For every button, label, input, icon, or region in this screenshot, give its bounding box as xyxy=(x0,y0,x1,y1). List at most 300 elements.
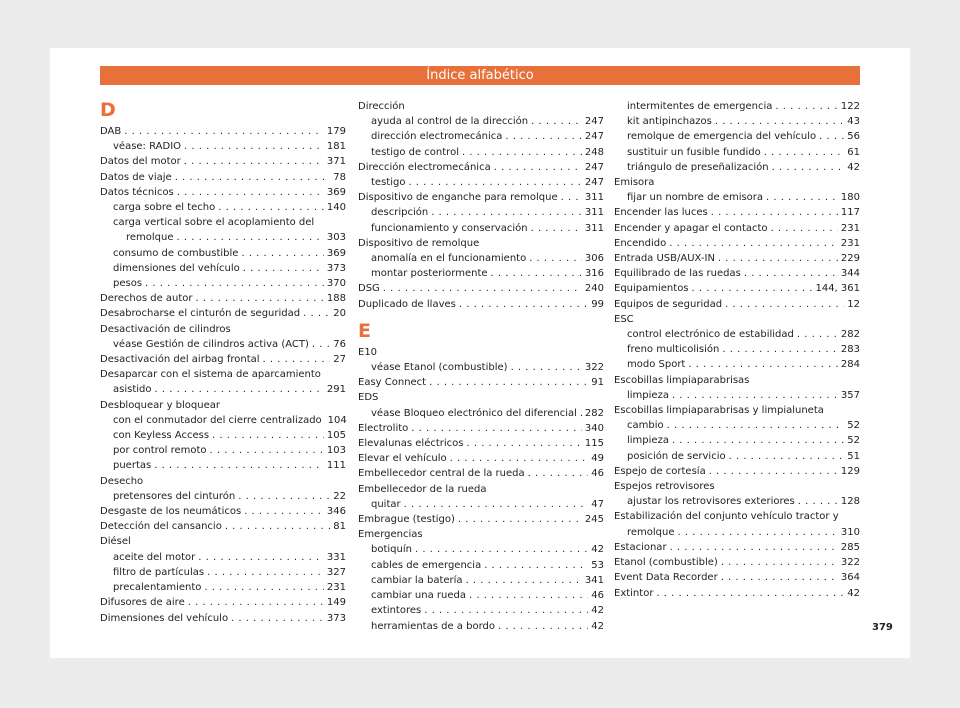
dot-leader xyxy=(715,114,844,129)
entry-page: 284 xyxy=(840,359,860,371)
index-entry xyxy=(358,375,604,390)
index-heading: Diésel xyxy=(100,536,131,548)
index-entry xyxy=(100,261,346,276)
dot-leader xyxy=(531,221,582,236)
index-entry xyxy=(100,413,346,428)
index-entry xyxy=(358,588,604,603)
dot-leader xyxy=(154,458,324,473)
entry-page: 231 xyxy=(840,237,860,249)
entry-term: Equipamientos xyxy=(614,283,689,295)
index-entry xyxy=(358,573,604,588)
dot-leader xyxy=(415,542,588,557)
index-entry xyxy=(100,580,346,595)
index-entry xyxy=(614,586,860,601)
entry-term: Equilibrado de las ruedas xyxy=(614,268,741,280)
index-entry xyxy=(100,382,346,397)
index-entry xyxy=(358,145,604,160)
dot-leader xyxy=(404,497,589,512)
entry-page: 91 xyxy=(591,377,604,389)
dot-leader xyxy=(670,540,838,555)
page-title: Índice alfabético xyxy=(100,66,860,85)
dot-leader xyxy=(204,580,324,595)
dot-leader xyxy=(711,205,838,220)
dot-leader xyxy=(466,436,581,451)
index-column-3 xyxy=(614,99,860,601)
dot-leader xyxy=(218,200,324,215)
dot-leader xyxy=(656,586,844,601)
entry-page: 122 xyxy=(840,101,860,112)
index-heading: Espejos retrovisores xyxy=(614,481,715,493)
entry-page: 144, 361 xyxy=(815,283,860,295)
index-entry xyxy=(614,357,860,372)
entry-page: 340 xyxy=(584,422,604,434)
dot-leader xyxy=(210,443,324,458)
entry-term: Encender y apagar el contacto xyxy=(614,222,768,234)
entry-term: con Keyless Access xyxy=(113,430,210,442)
entry-term: remolque xyxy=(627,526,675,538)
entry-term: precalentamiento xyxy=(113,582,202,594)
entry-term: quitar xyxy=(371,498,401,510)
entry-term: Encendido xyxy=(614,237,667,249)
index-entry xyxy=(358,466,604,481)
entry-term: puertas xyxy=(113,460,152,472)
entry-term: ajustar los retrovisores exteriores xyxy=(627,496,795,508)
entry-page: 42 xyxy=(847,587,860,599)
entry-term: cambio xyxy=(627,420,664,432)
entry-term: Easy Connect xyxy=(358,377,427,389)
entry-term: dirección electromecánica xyxy=(371,131,503,143)
entry-term: testigo xyxy=(371,177,406,189)
index-heading: Escobillas limpiaparabrisas y limpialuneta xyxy=(614,405,824,417)
entry-term: intermitentes de emergencia xyxy=(627,101,773,112)
entry-term: véase Etanol (combustible) xyxy=(371,362,508,374)
index-entry xyxy=(614,570,860,585)
entry-page: 46 xyxy=(591,590,604,602)
entry-term: pretensores del cinturón xyxy=(113,490,236,502)
index-entry xyxy=(614,342,860,357)
dot-leader xyxy=(722,342,838,357)
entry-term: Desactivación del airbag frontal xyxy=(100,354,260,366)
entry-term: triángulo de preseñalización xyxy=(627,161,769,173)
entry-term: Extintor xyxy=(614,587,654,599)
page-number: 379 xyxy=(872,622,893,633)
entry-term: Datos de viaje xyxy=(100,171,172,183)
entry-page: 306 xyxy=(584,253,604,265)
entry-term: montar posteriormente xyxy=(371,268,488,280)
index-heading: Dirección xyxy=(358,101,405,112)
index-heading: Desecho xyxy=(100,475,144,487)
entry-term: anomalía en el funcionamiento xyxy=(371,253,527,265)
index-entry xyxy=(100,337,346,352)
entry-page: 51 xyxy=(847,450,860,462)
dot-leader xyxy=(744,266,838,281)
entry-term: limpieza xyxy=(627,389,669,401)
entry-term: Desgaste de los neumáticos xyxy=(100,506,242,518)
entry-term: Entrada USB/AUX-IN xyxy=(614,253,715,265)
index-heading: ESC xyxy=(614,313,634,325)
dot-leader xyxy=(184,154,324,169)
entry-term: Electrolito xyxy=(358,422,409,434)
entry-page: 282 xyxy=(840,329,860,341)
index-entry xyxy=(100,185,346,200)
entry-page: 373 xyxy=(326,262,346,274)
dot-leader xyxy=(188,595,324,610)
dot-leader xyxy=(263,352,331,367)
dot-leader xyxy=(198,550,324,565)
index-entry xyxy=(614,418,860,433)
entry-page: 105 xyxy=(326,430,346,442)
index-entry xyxy=(100,139,346,154)
dot-leader xyxy=(469,588,588,603)
entry-page: 283 xyxy=(840,344,860,356)
entry-page: 364 xyxy=(840,572,860,584)
entry-page: 322 xyxy=(840,557,860,569)
dot-leader xyxy=(177,230,324,245)
entry-page: 53 xyxy=(591,559,604,571)
entry-page: 46 xyxy=(591,468,604,480)
index-heading: EDS xyxy=(358,392,379,404)
index-entry xyxy=(100,550,346,565)
dot-leader xyxy=(692,281,813,296)
index-heading: Estabilización del conjunto vehículo tractor y xyxy=(614,511,839,523)
index-entry xyxy=(614,327,860,342)
dot-leader xyxy=(511,360,582,375)
index-entry xyxy=(358,221,604,236)
dot-leader xyxy=(424,603,588,618)
dot-leader xyxy=(771,221,838,236)
entry-term: consumo de combustible xyxy=(113,247,239,259)
index-entry xyxy=(614,540,860,555)
entry-page: 42 xyxy=(591,605,604,617)
dot-leader xyxy=(466,573,582,588)
index-entry xyxy=(358,558,604,573)
entry-page: 231 xyxy=(840,222,860,234)
entry-term: Espejo de cortesía xyxy=(614,465,706,477)
dot-leader xyxy=(718,251,838,266)
index-entry xyxy=(358,436,604,451)
index-entry xyxy=(614,433,860,448)
index-column-2 xyxy=(358,99,604,634)
dot-leader xyxy=(155,382,324,397)
entry-term: ayuda al control de la dirección xyxy=(371,116,529,128)
dot-leader xyxy=(797,327,838,342)
entry-term: dimensiones del vehículo xyxy=(113,262,240,274)
entry-term: asistido xyxy=(113,384,152,396)
dot-leader xyxy=(462,145,582,160)
entry-term: Etanol (combustible) xyxy=(614,557,718,569)
dot-leader xyxy=(212,428,324,443)
entry-term: pesos xyxy=(113,278,143,290)
dot-leader xyxy=(561,190,582,205)
entry-term: Embrague (testigo) xyxy=(358,514,455,526)
dot-leader xyxy=(450,451,589,466)
entry-page: 52 xyxy=(847,435,860,447)
index-heading: Embellecedor de la rueda xyxy=(358,483,487,495)
entry-page: 128 xyxy=(840,496,860,508)
entry-page: 285 xyxy=(840,541,860,553)
entry-page: 247 xyxy=(584,177,604,189)
entry-term: extintores xyxy=(371,605,422,617)
index-heading: carga vertical sobre el acoplamiento del xyxy=(113,217,315,229)
dot-leader xyxy=(505,129,582,144)
entry-page: 12 xyxy=(847,298,860,310)
entry-term: véase: RADIO xyxy=(113,141,182,153)
index-entry xyxy=(358,251,604,266)
index-entry xyxy=(100,352,346,367)
entry-term: limpieza xyxy=(627,435,669,447)
index-entry xyxy=(100,124,346,139)
dot-leader xyxy=(411,421,582,436)
index-heading: Emisora xyxy=(614,177,655,189)
entry-page: 20 xyxy=(333,308,346,320)
entry-page: 229 xyxy=(840,253,860,265)
entry-page: 140 xyxy=(326,202,346,214)
index-entry xyxy=(100,611,346,626)
dot-leader xyxy=(528,466,589,481)
index-entry xyxy=(614,464,860,479)
entry-page: 311 xyxy=(584,207,604,219)
entry-term: por control remoto xyxy=(113,445,207,457)
index-entry xyxy=(358,406,604,421)
index-entry xyxy=(614,555,860,570)
index-entry xyxy=(358,497,604,512)
entry-page: 43 xyxy=(847,116,860,128)
entry-page: 104 xyxy=(327,414,347,426)
index-entry xyxy=(614,205,860,220)
entry-term: cambiar una rueda xyxy=(371,590,466,602)
index-entry xyxy=(614,388,860,403)
index-entry xyxy=(614,160,860,175)
dot-leader xyxy=(431,205,582,220)
entry-page: 78 xyxy=(333,171,346,183)
dot-leader xyxy=(124,124,324,139)
dot-leader xyxy=(231,611,324,626)
index-entry xyxy=(358,175,604,190)
entry-page: 129 xyxy=(840,465,860,477)
dot-leader xyxy=(491,266,582,281)
index-entry xyxy=(100,519,346,534)
dot-leader xyxy=(238,489,330,504)
entry-term: cambiar la batería xyxy=(371,574,463,586)
dot-leader xyxy=(177,185,324,200)
entry-page: 179 xyxy=(326,126,346,137)
entry-term: Elevar el vehículo xyxy=(358,453,447,465)
entry-page: 111 xyxy=(326,460,346,472)
entry-page: 344 xyxy=(840,268,860,280)
entry-term: Dirección electromecánica xyxy=(358,161,491,173)
entry-term: Dimensiones del vehículo xyxy=(100,612,229,624)
entry-page: 357 xyxy=(840,389,860,401)
dot-leader xyxy=(241,246,323,261)
entry-term: Derechos de autor xyxy=(100,293,193,305)
section-letter: D xyxy=(100,99,116,121)
dot-leader xyxy=(529,251,582,266)
entry-term: funcionamiento y conservación xyxy=(371,222,528,234)
entry-page: 245 xyxy=(584,514,604,526)
entry-term: fijar un nombre de emisora xyxy=(627,192,764,204)
dot-leader xyxy=(312,337,330,352)
dot-leader xyxy=(484,558,588,573)
index-entry xyxy=(100,504,346,519)
entry-page: 42 xyxy=(591,544,604,556)
entry-page: 331 xyxy=(326,551,346,563)
entry-page: 76 xyxy=(333,338,346,350)
dot-leader xyxy=(498,619,588,634)
entry-term: véase Bloqueo electrónico del diferencial xyxy=(371,407,577,419)
entry-page: 311 xyxy=(584,192,604,204)
dot-leader xyxy=(383,281,582,296)
section-letter: E xyxy=(358,319,371,342)
dot-leader xyxy=(408,175,581,190)
entry-term: control electrónico de estabilidad xyxy=(627,329,794,341)
index-entry xyxy=(100,458,346,473)
dot-leader xyxy=(798,494,838,509)
entry-term: véase Gestión de cilindros activa (ACT) xyxy=(113,338,309,350)
index-entry xyxy=(358,360,604,375)
entry-term: carga sobre el techo xyxy=(113,202,216,214)
index-entry xyxy=(100,291,346,306)
entry-term: Detección del cansancio xyxy=(100,521,222,533)
index-entry xyxy=(358,205,604,220)
index-entry xyxy=(358,512,604,527)
entry-term: Dispositivo de enganche para remolque xyxy=(358,192,558,204)
entry-page: 115 xyxy=(584,438,604,450)
entry-term: descripción xyxy=(371,207,429,219)
entry-term: remolque xyxy=(126,232,174,244)
entry-term: sustituir un fusible fundido xyxy=(627,146,761,158)
entry-page: 327 xyxy=(326,566,346,578)
dot-leader xyxy=(721,555,838,570)
entry-term: Difusores de aire xyxy=(100,597,185,609)
dot-leader xyxy=(678,525,838,540)
dot-leader xyxy=(184,139,324,154)
entry-term: Encender las luces xyxy=(614,207,708,219)
dot-leader xyxy=(244,504,324,519)
index-entry xyxy=(358,603,604,618)
entry-page: 181 xyxy=(326,141,346,153)
entry-page: 311 xyxy=(584,222,604,234)
dot-leader xyxy=(243,261,324,276)
index-entry xyxy=(100,306,346,321)
index-entry xyxy=(614,494,860,509)
entry-page: 180 xyxy=(840,192,860,204)
entry-term: freno multicolisión xyxy=(627,344,720,356)
entry-page: 188 xyxy=(326,293,346,305)
entry-term: kit antipinchazos xyxy=(627,116,712,128)
entry-term: aceite del motor xyxy=(113,551,196,563)
index-entry xyxy=(358,281,604,296)
index-entry xyxy=(614,449,860,464)
entry-page: 42 xyxy=(847,161,860,173)
entry-page: 341 xyxy=(584,574,604,586)
index-entry xyxy=(358,160,604,175)
index-entry xyxy=(358,297,604,312)
dot-leader xyxy=(772,160,845,175)
index-entry xyxy=(614,221,860,236)
index-entry xyxy=(100,443,346,458)
index-heading: Dispositivo de remolque xyxy=(358,237,480,249)
dot-leader xyxy=(145,276,324,291)
index-entry xyxy=(100,565,346,580)
dot-leader xyxy=(580,406,582,421)
entry-page: 56 xyxy=(847,131,860,143)
dot-leader xyxy=(175,170,331,185)
index-entry xyxy=(614,129,860,144)
entry-term: Embellecedor central de la rueda xyxy=(358,468,525,480)
entry-page: 99 xyxy=(591,298,604,310)
dot-leader xyxy=(721,570,838,585)
index-heading: Escobillas limpiaparabrisas xyxy=(614,374,750,386)
entry-page: 369 xyxy=(326,247,346,259)
index-entry xyxy=(358,266,604,281)
index-entry xyxy=(614,145,860,160)
dot-leader xyxy=(766,190,838,205)
index-entry xyxy=(614,297,860,312)
dot-leader xyxy=(819,129,844,144)
dot-leader xyxy=(669,236,838,251)
dot-leader xyxy=(764,145,845,160)
entry-page: 371 xyxy=(326,156,346,168)
entry-page: 316 xyxy=(584,268,604,280)
entry-page: 247 xyxy=(584,161,604,173)
entry-term: Desabrocharse el cinturón de seguridad xyxy=(100,308,301,320)
index-heading: Emergencias xyxy=(358,529,423,541)
index-entry xyxy=(358,451,604,466)
dot-leader xyxy=(207,565,324,580)
index-entry xyxy=(614,281,860,296)
entry-term: posición de servicio xyxy=(627,450,726,462)
entry-page: 42 xyxy=(591,620,604,632)
index-entry xyxy=(614,114,860,129)
index-entry xyxy=(614,236,860,251)
entry-page: 373 xyxy=(326,612,346,624)
index-entry xyxy=(614,251,860,266)
entry-term: Estacionar xyxy=(614,541,667,553)
entry-term: modo Sport xyxy=(627,359,686,371)
entry-page: 47 xyxy=(591,498,604,510)
index-entry xyxy=(100,428,346,443)
entry-page: 322 xyxy=(584,362,604,374)
index-entry xyxy=(358,421,604,436)
entry-page: 49 xyxy=(591,453,604,465)
dot-leader xyxy=(672,433,844,448)
entry-page: 369 xyxy=(326,186,346,198)
index-entry xyxy=(100,170,346,185)
index-entry xyxy=(100,595,346,610)
entry-term: filtro de partículas xyxy=(113,566,205,578)
entry-page: 61 xyxy=(847,146,860,158)
index-entry xyxy=(100,489,346,504)
entry-term: Elevalunas eléctricos xyxy=(358,438,464,450)
index-entry xyxy=(614,99,860,114)
entry-term: herramientas de a bordo xyxy=(371,620,495,632)
entry-page: 303 xyxy=(326,232,346,244)
index-entry xyxy=(358,542,604,557)
entry-term: DAB xyxy=(100,126,122,137)
entry-page: 81 xyxy=(333,521,346,533)
index-entry xyxy=(358,114,604,129)
dot-leader xyxy=(531,114,582,129)
entry-page: 27 xyxy=(333,354,346,366)
entry-page: 117 xyxy=(840,207,860,219)
entry-term: Datos técnicos xyxy=(100,186,174,198)
index-entry xyxy=(614,525,860,540)
entry-page: 346 xyxy=(326,506,346,518)
entry-page: 247 xyxy=(584,131,604,143)
dot-leader xyxy=(688,357,838,372)
entry-term: Datos del motor xyxy=(100,156,181,168)
index-heading: E10 xyxy=(358,346,378,358)
